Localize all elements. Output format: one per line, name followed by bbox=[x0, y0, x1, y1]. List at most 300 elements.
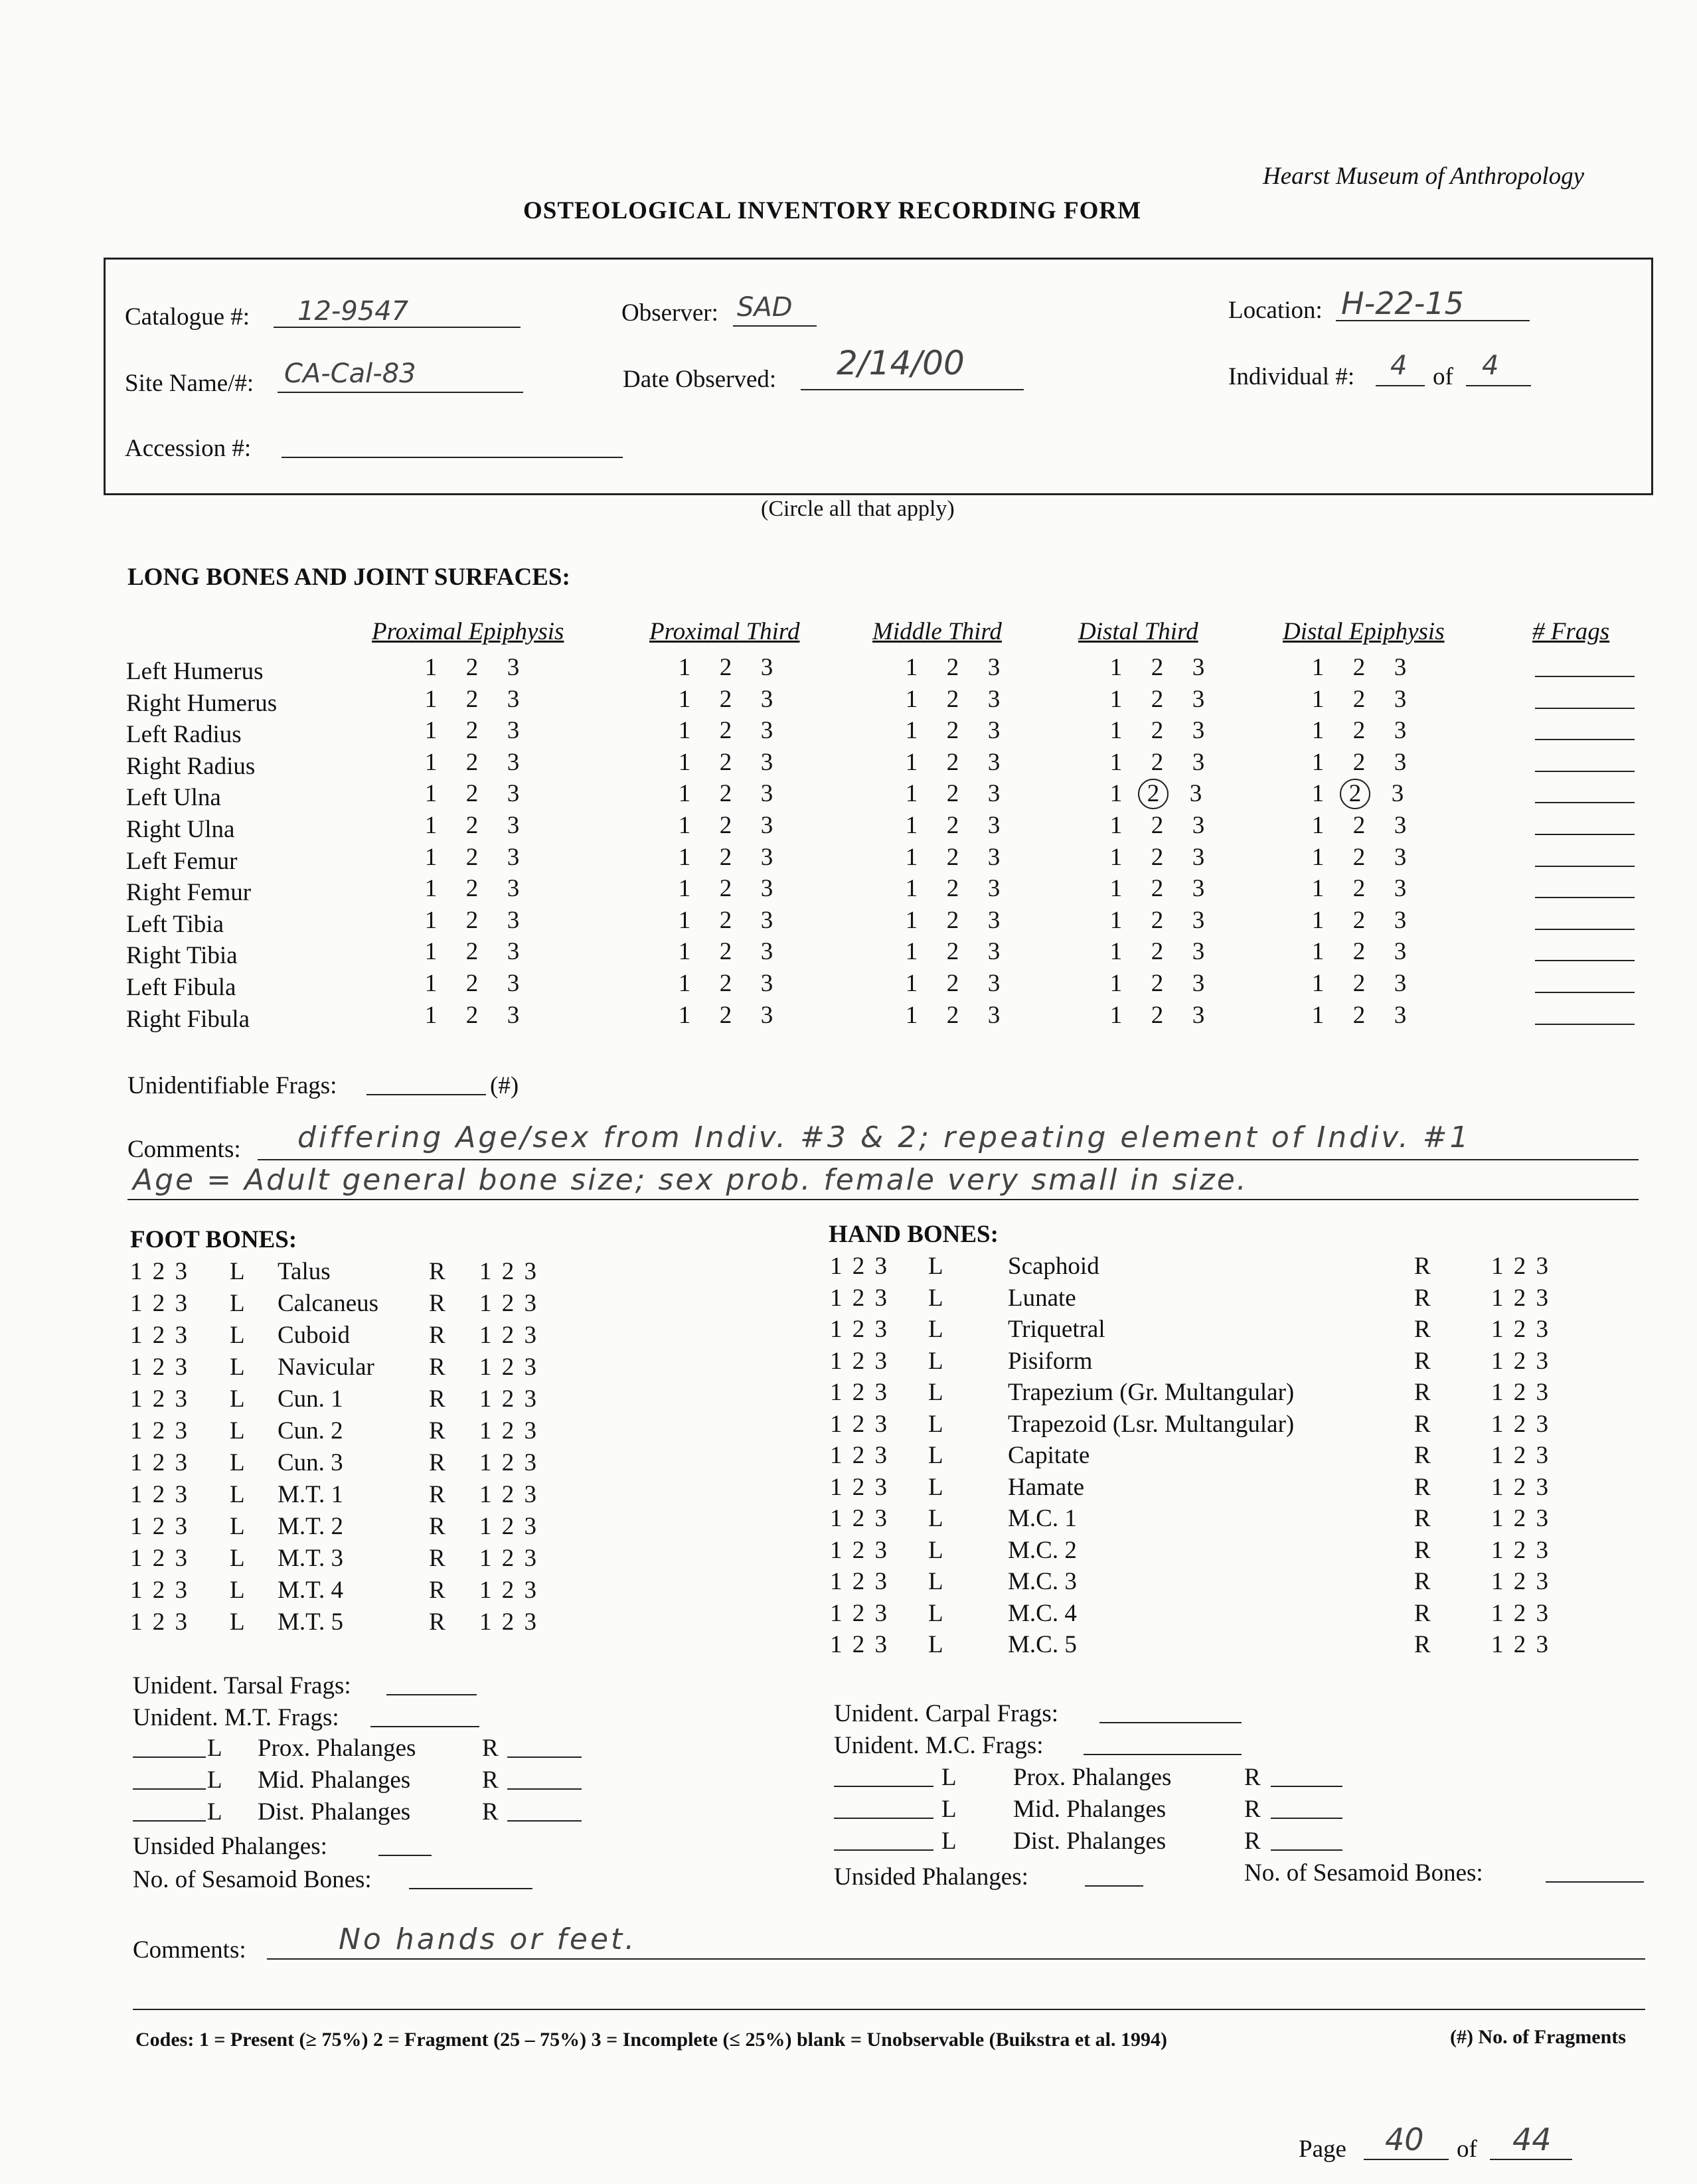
right-codes[interactable]: 1 2 3 bbox=[1491, 1599, 1548, 1627]
left-phalanx-field[interactable] bbox=[133, 1756, 206, 1758]
code-cell[interactable] bbox=[417, 969, 540, 998]
code-option[interactable]: 2 bbox=[1151, 812, 1164, 839]
code-option[interactable]: 2 bbox=[1151, 938, 1164, 966]
code-option[interactable]: 3 bbox=[987, 843, 1001, 871]
code-option[interactable]: 3 bbox=[987, 938, 1001, 966]
code-option[interactable]: 1 bbox=[424, 717, 438, 745]
code-option[interactable]: 1 bbox=[424, 812, 438, 839]
code-cell[interactable] bbox=[671, 779, 794, 808]
left-codes[interactable]: 1 2 3 bbox=[830, 1284, 887, 1312]
code-option[interactable]: 2 bbox=[465, 938, 479, 966]
frags-field[interactable] bbox=[1535, 960, 1635, 961]
code-option[interactable]: 2 bbox=[465, 875, 479, 903]
code-option[interactable]: 2 bbox=[465, 970, 479, 997]
left-codes[interactable]: 1 2 3 bbox=[830, 1316, 887, 1343]
code-option[interactable]: 2 bbox=[1352, 717, 1366, 745]
code-option[interactable]: 2 bbox=[946, 906, 959, 934]
code-cell[interactable] bbox=[898, 969, 1021, 998]
code-option[interactable]: 3 bbox=[507, 938, 520, 966]
code-option[interactable]: 3 bbox=[760, 1001, 773, 1029]
code-option[interactable]: 3 bbox=[760, 906, 773, 934]
code-cell[interactable] bbox=[898, 811, 1021, 840]
code-option[interactable]: 2 bbox=[719, 748, 732, 776]
catalogue-field[interactable] bbox=[274, 327, 521, 328]
code-option[interactable]: 1 bbox=[678, 970, 691, 997]
code-option[interactable]: 2 bbox=[946, 938, 959, 966]
right-phalanx-field[interactable] bbox=[1271, 1818, 1342, 1819]
code-cell[interactable] bbox=[1304, 748, 1427, 777]
code-option[interactable]: 1 bbox=[678, 938, 691, 966]
code-option[interactable]: 2 bbox=[1352, 1001, 1366, 1029]
code-cell[interactable] bbox=[898, 937, 1021, 966]
code-cell[interactable] bbox=[898, 716, 1021, 745]
right-phalanx-field[interactable] bbox=[507, 1756, 582, 1758]
left-codes[interactable]: 1 2 3 bbox=[130, 1385, 187, 1413]
unident-carpal-field[interactable] bbox=[1099, 1722, 1242, 1723]
code-option[interactable]: 3 bbox=[507, 685, 520, 713]
code-option[interactable]: 2 bbox=[1352, 906, 1366, 934]
code-option[interactable]: 3 bbox=[1192, 748, 1205, 776]
code-option[interactable]: 3 bbox=[987, 875, 1001, 903]
code-option[interactable]: 1 bbox=[1311, 938, 1325, 966]
right-codes[interactable]: 1 2 3 bbox=[1491, 1253, 1548, 1280]
code-option[interactable]: 2 bbox=[946, 812, 959, 839]
code-option[interactable]: 2 bbox=[465, 717, 479, 745]
code-option[interactable]: 3 bbox=[760, 875, 773, 903]
code-option[interactable]: 2 bbox=[1352, 970, 1366, 997]
code-option[interactable]: 2 bbox=[1151, 843, 1164, 871]
page-number-field[interactable] bbox=[1364, 2159, 1449, 2160]
right-codes[interactable]: 1 2 3 bbox=[1491, 1410, 1548, 1438]
frags-field[interactable] bbox=[1535, 1024, 1635, 1025]
code-option[interactable]: 2 bbox=[465, 812, 479, 839]
code-cell[interactable] bbox=[1102, 969, 1226, 998]
code-option[interactable]: 1 bbox=[424, 748, 438, 776]
code-option[interactable]: 2 bbox=[946, 843, 959, 871]
right-codes[interactable]: 1 2 3 bbox=[1491, 1568, 1548, 1595]
code-option[interactable]: 2 bbox=[719, 843, 732, 871]
code-option[interactable]: 3 bbox=[1192, 970, 1205, 997]
left-codes[interactable]: 1 2 3 bbox=[130, 1577, 187, 1604]
frags-field[interactable] bbox=[1535, 708, 1635, 709]
frags-field[interactable] bbox=[1535, 739, 1635, 740]
frags-field[interactable] bbox=[1535, 992, 1635, 993]
code-option[interactable]: 3 bbox=[760, 843, 773, 871]
right-codes[interactable]: 1 2 3 bbox=[1491, 1316, 1548, 1343]
code-cell[interactable] bbox=[417, 779, 540, 808]
code-cell[interactable] bbox=[898, 874, 1021, 903]
code-option[interactable]: 2 bbox=[1151, 748, 1164, 776]
code-cell[interactable] bbox=[417, 685, 540, 714]
code-option[interactable]: 2 bbox=[1352, 685, 1366, 713]
code-option[interactable]: 2 bbox=[719, 875, 732, 903]
code-cell[interactable] bbox=[671, 748, 794, 777]
right-codes[interactable]: 1 2 3 bbox=[479, 1513, 536, 1540]
code-cell[interactable] bbox=[1304, 716, 1427, 745]
code-cell[interactable] bbox=[417, 906, 540, 935]
foot-unsided-field[interactable] bbox=[378, 1855, 432, 1856]
unident-mt-field[interactable] bbox=[370, 1726, 479, 1727]
left-codes[interactable]: 1 2 3 bbox=[830, 1599, 887, 1627]
code-option[interactable]: 2 bbox=[946, 685, 959, 713]
code-option[interactable]: 1 bbox=[1311, 1001, 1325, 1029]
circled-code[interactable]: 2 bbox=[1340, 779, 1370, 809]
code-option[interactable]: 2 bbox=[719, 780, 732, 808]
code-option[interactable]: 3 bbox=[507, 1001, 520, 1029]
code-option[interactable]: 3 bbox=[987, 812, 1001, 839]
code-cell[interactable] bbox=[898, 748, 1021, 777]
code-option[interactable]: 2 bbox=[719, 654, 732, 681]
code-cell[interactable] bbox=[417, 843, 540, 872]
code-option[interactable]: 1 bbox=[1109, 970, 1123, 997]
final-comments-line-1[interactable] bbox=[267, 1958, 1645, 1960]
circled-code[interactable]: 2 bbox=[1138, 779, 1169, 809]
unident-tarsal-field[interactable] bbox=[386, 1694, 477, 1695]
code-cell[interactable] bbox=[1102, 874, 1226, 903]
code-cell[interactable] bbox=[898, 843, 1021, 872]
code-option[interactable]: 2 bbox=[1352, 875, 1366, 903]
code-option[interactable]: 1 bbox=[1109, 906, 1123, 934]
right-phalanx-field[interactable] bbox=[507, 1820, 582, 1822]
code-option[interactable]: 2 bbox=[465, 685, 479, 713]
code-option[interactable]: 3 bbox=[1192, 906, 1205, 934]
code-cell[interactable] bbox=[417, 653, 540, 682]
code-cell[interactable] bbox=[417, 874, 540, 903]
code-cell[interactable] bbox=[671, 685, 794, 714]
code-cell[interactable] bbox=[671, 937, 794, 966]
code-option[interactable]: 1 bbox=[905, 748, 918, 776]
code-option[interactable]: 1 bbox=[1311, 717, 1325, 745]
left-codes[interactable]: 1 2 3 bbox=[830, 1536, 887, 1564]
code-cell[interactable] bbox=[1102, 906, 1226, 935]
left-phalanx-field[interactable] bbox=[133, 1820, 206, 1822]
code-option[interactable]: 2 bbox=[1352, 938, 1366, 966]
code-option[interactable]: 1 bbox=[678, 1001, 691, 1029]
individual-field[interactable] bbox=[1376, 385, 1425, 386]
code-option[interactable]: 1 bbox=[905, 875, 918, 903]
code-cell[interactable] bbox=[1102, 1001, 1226, 1030]
left-codes[interactable]: 1 2 3 bbox=[830, 1379, 887, 1406]
code-cell[interactable] bbox=[417, 937, 540, 966]
code-option[interactable]: 2 bbox=[1352, 843, 1366, 871]
code-option[interactable]: 3 bbox=[1394, 938, 1407, 966]
code-option[interactable]: 1 bbox=[678, 717, 691, 745]
left-phalanx-field[interactable] bbox=[133, 1788, 206, 1790]
code-option[interactable]: 2 bbox=[1151, 685, 1164, 713]
code-option[interactable]: 3 bbox=[507, 906, 520, 934]
code-option[interactable]: 2 bbox=[719, 970, 732, 997]
code-cell[interactable] bbox=[1304, 843, 1427, 872]
code-option[interactable]: 2 bbox=[719, 938, 732, 966]
code-option[interactable]: 3 bbox=[507, 654, 520, 681]
code-option[interactable]: 1 bbox=[424, 1001, 438, 1029]
right-codes[interactable]: 1 2 3 bbox=[479, 1322, 536, 1349]
code-option[interactable]: 1 bbox=[905, 1001, 918, 1029]
code-option[interactable]: 3 bbox=[507, 717, 520, 745]
code-option[interactable]: 3 bbox=[760, 938, 773, 966]
foot-sesamoid-field[interactable] bbox=[409, 1888, 532, 1889]
code-option[interactable]: 1 bbox=[1109, 654, 1123, 681]
code-cell[interactable] bbox=[1102, 779, 1223, 808]
code-option[interactable]: 3 bbox=[1394, 717, 1407, 745]
right-phalanx-field[interactable] bbox=[507, 1788, 582, 1790]
final-comments-line-2[interactable] bbox=[133, 2009, 1645, 2010]
left-codes[interactable]: 1 2 3 bbox=[130, 1354, 187, 1381]
left-codes[interactable]: 1 2 3 bbox=[130, 1417, 187, 1444]
frags-field[interactable] bbox=[1535, 897, 1635, 898]
code-option[interactable]: 2 bbox=[465, 780, 479, 808]
code-option[interactable]: 3 bbox=[1192, 843, 1205, 871]
right-codes[interactable]: 1 2 3 bbox=[1491, 1473, 1548, 1501]
code-option[interactable]: 1 bbox=[905, 685, 918, 713]
code-option[interactable]: 2 bbox=[465, 748, 479, 776]
code-cell[interactable] bbox=[1304, 969, 1427, 998]
left-codes[interactable]: 1 2 3 bbox=[130, 1290, 187, 1317]
code-option[interactable]: 3 bbox=[987, 1001, 1001, 1029]
code-option[interactable]: 1 bbox=[1311, 906, 1325, 934]
comments-line-1[interactable] bbox=[258, 1159, 1639, 1160]
code-option[interactable]: 1 bbox=[1109, 685, 1123, 713]
code-option[interactable]: 3 bbox=[1394, 685, 1407, 713]
code-option[interactable]: 3 bbox=[1394, 970, 1407, 997]
code-cell[interactable] bbox=[898, 779, 1021, 808]
code-cell[interactable] bbox=[671, 874, 794, 903]
code-cell[interactable] bbox=[1304, 779, 1425, 808]
code-option[interactable]: 2 bbox=[719, 685, 732, 713]
accession-field[interactable] bbox=[282, 457, 623, 458]
code-option[interactable]: 2 bbox=[465, 843, 479, 871]
code-cell[interactable] bbox=[1102, 653, 1226, 682]
code-option[interactable]: 1 bbox=[1311, 780, 1325, 808]
code-option[interactable]: 3 bbox=[760, 780, 773, 808]
frags-field[interactable] bbox=[1535, 834, 1635, 835]
code-option[interactable]: 1 bbox=[1109, 1001, 1123, 1029]
code-cell[interactable] bbox=[1304, 937, 1427, 966]
code-option[interactable]: 1 bbox=[1109, 748, 1123, 776]
code-cell[interactable] bbox=[1102, 748, 1226, 777]
left-codes[interactable]: 1 2 3 bbox=[830, 1347, 887, 1375]
code-option[interactable]: 3 bbox=[1192, 875, 1205, 903]
code-option[interactable]: 2 bbox=[1151, 970, 1164, 997]
code-cell[interactable] bbox=[671, 906, 794, 935]
left-codes[interactable]: 1 2 3 bbox=[130, 1322, 187, 1349]
code-option[interactable]: 1 bbox=[424, 875, 438, 903]
code-option[interactable]: 2 bbox=[465, 1001, 479, 1029]
code-option[interactable]: 3 bbox=[760, 685, 773, 713]
right-codes[interactable]: 1 2 3 bbox=[1491, 1442, 1548, 1469]
code-option[interactable]: 1 bbox=[1311, 685, 1325, 713]
code-option[interactable]: 3 bbox=[760, 717, 773, 745]
code-cell[interactable] bbox=[1102, 716, 1226, 745]
code-option[interactable]: 3 bbox=[1189, 780, 1202, 808]
code-option[interactable]: 2 bbox=[465, 906, 479, 934]
code-option[interactable]: 2 bbox=[465, 654, 479, 681]
left-codes[interactable]: 1 2 3 bbox=[830, 1631, 887, 1658]
code-option[interactable]: 3 bbox=[1192, 654, 1205, 681]
code-option[interactable]: 1 bbox=[424, 906, 438, 934]
code-option[interactable]: 3 bbox=[987, 906, 1001, 934]
right-codes[interactable]: 1 2 3 bbox=[479, 1449, 536, 1476]
code-cell[interactable] bbox=[671, 653, 794, 682]
frags-field[interactable] bbox=[1535, 929, 1635, 930]
left-codes[interactable]: 1 2 3 bbox=[830, 1253, 887, 1280]
code-option[interactable]: 3 bbox=[1394, 843, 1407, 871]
code-option[interactable]: 3 bbox=[1391, 780, 1404, 808]
code-cell[interactable] bbox=[417, 748, 540, 777]
code-option[interactable]: 3 bbox=[987, 654, 1001, 681]
left-phalanx-field[interactable] bbox=[834, 1818, 933, 1819]
hand-sesamoid-field[interactable] bbox=[1546, 1881, 1644, 1883]
right-codes[interactable]: 1 2 3 bbox=[479, 1608, 536, 1636]
right-codes[interactable]: 1 2 3 bbox=[479, 1577, 536, 1604]
right-codes[interactable]: 1 2 3 bbox=[1491, 1536, 1548, 1564]
left-codes[interactable]: 1 2 3 bbox=[830, 1473, 887, 1501]
code-cell[interactable] bbox=[1102, 811, 1226, 840]
code-option[interactable]: 3 bbox=[987, 717, 1001, 745]
left-codes[interactable]: 1 2 3 bbox=[130, 1258, 187, 1285]
code-cell[interactable] bbox=[671, 716, 794, 745]
page-total-field[interactable] bbox=[1490, 2159, 1572, 2160]
code-cell[interactable] bbox=[671, 843, 794, 872]
code-option[interactable]: 1 bbox=[678, 780, 691, 808]
code-option[interactable]: 3 bbox=[1394, 1001, 1407, 1029]
code-option[interactable]: 3 bbox=[1192, 1001, 1205, 1029]
date-field[interactable] bbox=[801, 389, 1024, 390]
code-option[interactable]: 1 bbox=[1109, 717, 1123, 745]
code-option[interactable]: 3 bbox=[760, 654, 773, 681]
right-phalanx-field[interactable] bbox=[1271, 1786, 1342, 1787]
observer-field[interactable] bbox=[733, 325, 817, 327]
right-codes[interactable]: 1 2 3 bbox=[1491, 1347, 1548, 1375]
right-codes[interactable]: 1 2 3 bbox=[479, 1258, 536, 1285]
code-option[interactable]: 3 bbox=[1394, 748, 1407, 776]
code-option[interactable]: 3 bbox=[1394, 812, 1407, 839]
code-cell[interactable] bbox=[898, 685, 1021, 714]
code-option[interactable]: 2 bbox=[946, 748, 959, 776]
code-option[interactable]: 1 bbox=[1109, 938, 1123, 966]
code-option[interactable]: 3 bbox=[760, 748, 773, 776]
right-codes[interactable]: 1 2 3 bbox=[479, 1545, 536, 1572]
unidentifiable-frags-field[interactable] bbox=[366, 1094, 486, 1095]
code-option[interactable]: 1 bbox=[678, 843, 691, 871]
code-option[interactable]: 3 bbox=[760, 812, 773, 839]
code-option[interactable]: 1 bbox=[905, 906, 918, 934]
code-option[interactable]: 3 bbox=[1192, 685, 1205, 713]
code-option[interactable]: 1 bbox=[1311, 970, 1325, 997]
code-option[interactable]: 3 bbox=[1192, 812, 1205, 839]
code-option[interactable]: 1 bbox=[678, 812, 691, 839]
code-cell[interactable] bbox=[1102, 685, 1226, 714]
code-option[interactable]: 1 bbox=[678, 875, 691, 903]
code-option[interactable]: 3 bbox=[507, 812, 520, 839]
left-phalanx-field[interactable] bbox=[834, 1849, 933, 1851]
code-option[interactable]: 1 bbox=[1109, 843, 1123, 871]
code-option[interactable]: 3 bbox=[1394, 875, 1407, 903]
code-option[interactable]: 1 bbox=[1311, 654, 1325, 681]
code-option[interactable]: 1 bbox=[1109, 875, 1123, 903]
code-option[interactable]: 1 bbox=[905, 780, 918, 808]
code-option[interactable]: 3 bbox=[507, 875, 520, 903]
code-option[interactable]: 2 bbox=[719, 1001, 732, 1029]
code-option[interactable]: 1 bbox=[905, 938, 918, 966]
code-option[interactable]: 1 bbox=[1311, 812, 1325, 839]
code-option[interactable]: 1 bbox=[1311, 875, 1325, 903]
code-option[interactable]: 1 bbox=[905, 843, 918, 871]
right-codes[interactable]: 1 2 3 bbox=[1491, 1631, 1548, 1658]
code-option[interactable]: 3 bbox=[507, 970, 520, 997]
code-option[interactable]: 2 bbox=[1151, 654, 1164, 681]
code-option[interactable]: 2 bbox=[1151, 875, 1164, 903]
code-option[interactable]: 1 bbox=[424, 654, 438, 681]
code-option[interactable]: 1 bbox=[678, 654, 691, 681]
code-option[interactable]: 2 bbox=[1151, 1001, 1164, 1029]
code-option[interactable]: 2 bbox=[1352, 654, 1366, 681]
code-cell[interactable] bbox=[898, 653, 1021, 682]
code-cell[interactable] bbox=[1102, 937, 1226, 966]
site-field[interactable] bbox=[278, 392, 523, 393]
code-cell[interactable] bbox=[1304, 811, 1427, 840]
code-option[interactable]: 1 bbox=[424, 843, 438, 871]
code-cell[interactable] bbox=[1304, 653, 1427, 682]
left-phalanx-field[interactable] bbox=[834, 1786, 933, 1787]
code-option[interactable]: 1 bbox=[424, 938, 438, 966]
code-option[interactable]: 2 bbox=[719, 717, 732, 745]
code-option[interactable]: 1 bbox=[678, 748, 691, 776]
code-cell[interactable] bbox=[417, 1001, 540, 1030]
code-option[interactable]: 1 bbox=[678, 906, 691, 934]
frags-field[interactable] bbox=[1535, 771, 1635, 772]
code-option[interactable]: 1 bbox=[424, 685, 438, 713]
unident-mc-field[interactable] bbox=[1084, 1754, 1242, 1755]
code-cell[interactable] bbox=[1304, 874, 1427, 903]
hand-unsided-field[interactable] bbox=[1085, 1885, 1143, 1887]
code-option[interactable]: 2 bbox=[1352, 748, 1366, 776]
code-option[interactable]: 3 bbox=[987, 970, 1001, 997]
code-option[interactable]: 2 bbox=[1151, 717, 1164, 745]
right-codes[interactable]: 1 2 3 bbox=[1491, 1379, 1548, 1406]
code-option[interactable]: 2 bbox=[719, 906, 732, 934]
code-option[interactable]: 1 bbox=[1109, 780, 1123, 808]
code-option[interactable]: 3 bbox=[507, 780, 520, 808]
code-option[interactable]: 3 bbox=[987, 780, 1001, 808]
code-option[interactable]: 1 bbox=[424, 970, 438, 997]
left-codes[interactable]: 1 2 3 bbox=[830, 1505, 887, 1532]
code-option[interactable]: 1 bbox=[905, 970, 918, 997]
frags-field[interactable] bbox=[1535, 866, 1635, 867]
code-option[interactable]: 3 bbox=[1192, 938, 1205, 966]
code-option[interactable]: 3 bbox=[987, 685, 1001, 713]
right-codes[interactable]: 1 2 3 bbox=[1491, 1284, 1548, 1312]
code-option[interactable]: 2 bbox=[946, 1001, 959, 1029]
right-phalanx-field[interactable] bbox=[1271, 1849, 1342, 1851]
right-codes[interactable]: 1 2 3 bbox=[479, 1354, 536, 1381]
code-cell[interactable] bbox=[671, 1001, 794, 1030]
code-option[interactable]: 1 bbox=[1311, 748, 1325, 776]
code-cell[interactable] bbox=[1304, 906, 1427, 935]
code-option[interactable]: 1 bbox=[1311, 843, 1325, 871]
code-option[interactable]: 2 bbox=[946, 717, 959, 745]
code-option[interactable]: 3 bbox=[760, 970, 773, 997]
code-option[interactable]: 3 bbox=[987, 748, 1001, 776]
code-option[interactable]: 3 bbox=[507, 843, 520, 871]
left-codes[interactable]: 1 2 3 bbox=[130, 1545, 187, 1572]
code-option[interactable]: 2 bbox=[1352, 812, 1366, 839]
code-option[interactable]: 2 bbox=[719, 812, 732, 839]
code-option[interactable]: 1 bbox=[1109, 812, 1123, 839]
right-codes[interactable]: 1 2 3 bbox=[479, 1417, 536, 1444]
code-option[interactable]: 1 bbox=[905, 717, 918, 745]
left-codes[interactable]: 1 2 3 bbox=[130, 1481, 187, 1508]
